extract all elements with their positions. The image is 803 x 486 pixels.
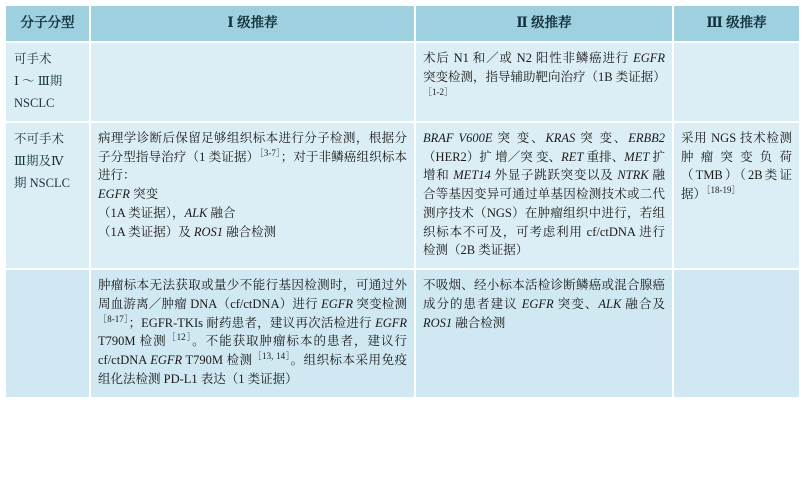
- table-body: [5, 42, 800, 397]
- table-row: [5, 122, 800, 269]
- cell-level-3-empty: [673, 42, 800, 122]
- row-category-operable-nsclc: 可手术 Ⅰ ～ Ⅲ期 NSCLC: [5, 42, 90, 122]
- table-header: [5, 5, 800, 42]
- column-header-level-2: Ⅱ 级推荐: [415, 5, 673, 42]
- cell-level-1-liquid-biopsy: 肿瘤标本无法获取或量少不能行基因检测时，可通过外周血游离／肿瘤 DNA（cf/ctDNA）进行 EGFR 突变检测$^{[8-17]}$；EGFR-TKIs 耐药患者，建议再次活检进行 EGFR T790M 检测$^{[12]}$。不能获取肿瘤标本的患者，建议行 cf/ctDNA EGFR T790M 检测$^{[13, 14]}$。组织标本采用免疫组化法检测 PD-L1 表达（1 类证据）: [90, 269, 415, 398]
- table-row: [5, 42, 800, 122]
- column-header-level-1: Ⅰ 级推荐: [90, 5, 415, 42]
- column-header-molecular-type: 分子分型: [5, 5, 90, 42]
- molecular-typing-recommendation-table: [4, 4, 801, 399]
- cell-level-3-inoperable: 采用 NGS 技术检测肿瘤突变负荷（TMB）（2B类证据）$^{[18-19]}$: [673, 122, 800, 269]
- table-header-row: [5, 5, 800, 42]
- cell-level-2-operable: 术后 N1 和／或 N2 阳性非鳞癌进行 EGFR 突变检测，指导辅助靶向治疗（1B 类证据）$^{[1-2]}$: [415, 42, 673, 122]
- cell-level-2-inoperable: BRAF V600E 突 变、KRAS 突 变、ERBB2（HER2）扩 增／突 变、RET 重排、MET 扩增和 MET14 外显子跳跃突变以及 NTRK 融合等基因变异可通过单基因检测技术或二代测序技术（NGS）在肿瘤组织中进行，若组织标本不可及，可考虑利用 cf/ctDNA 进行检测（2B 类证据）: [415, 122, 673, 269]
- cell-level-3-empty: [673, 269, 800, 398]
- cell-level-2-liquid-biopsy: 不吸烟、经小标本活检诊断鳞癌或混合腺癌成分的患者建议 EGFR 突变、ALK 融合及 ROS1 融合检测: [415, 269, 673, 398]
- row-category-empty: [5, 269, 90, 398]
- row-category-inoperable-nsclc: 不可手术 Ⅲ期及Ⅳ 期 NSCLC: [5, 122, 90, 269]
- table-row: [5, 269, 800, 398]
- cell-level-1-empty: [90, 42, 415, 122]
- cell-level-1-inoperable: 病理学诊断后保留足够组织标本进行分子检测，根据分子分型指导治疗（1 类证据）$^{[3-7]}$；对于非鳞癌组织标本进行： EGFR 突变 （1A 类证据），ALK 融合 （1A 类证据）及 ROS1 融合检测: [90, 122, 415, 269]
- column-header-level-3: Ⅲ 级推荐: [673, 5, 800, 42]
